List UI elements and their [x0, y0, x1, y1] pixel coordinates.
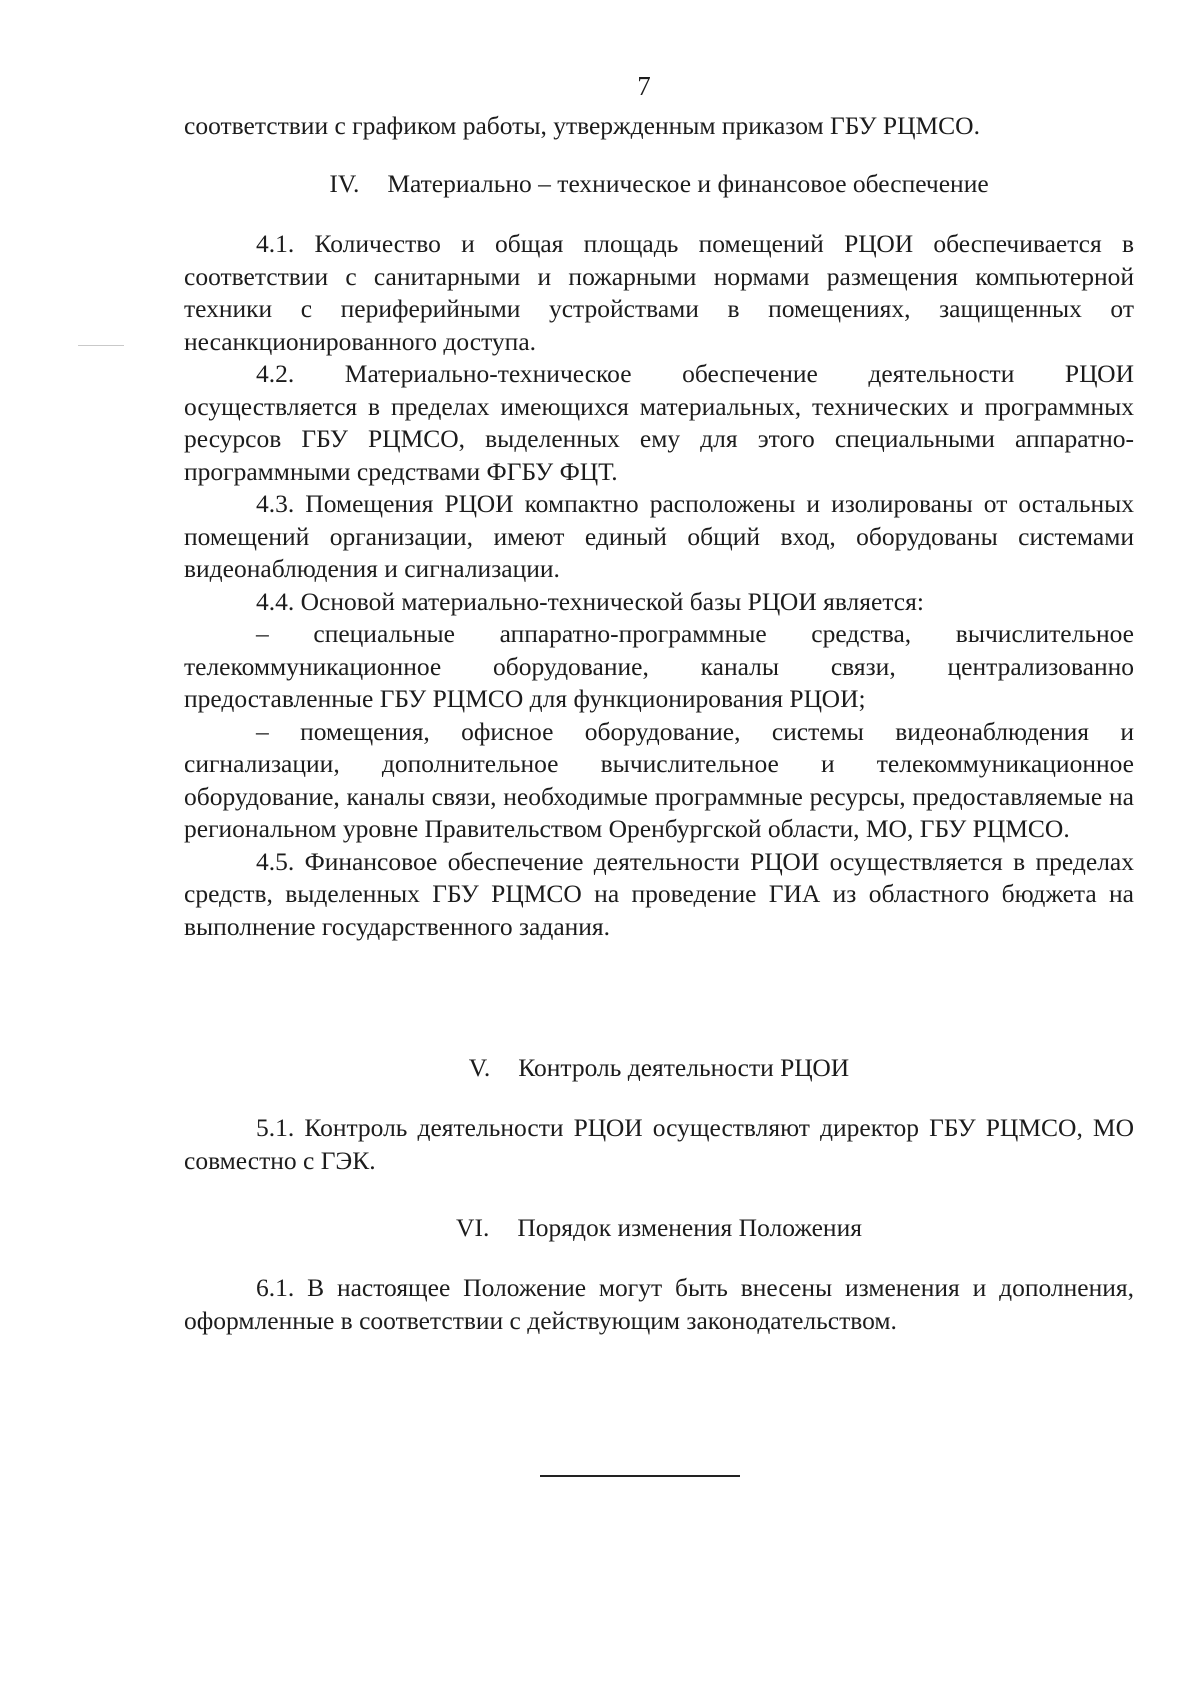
- intro-line: соответствии с графиком работы, утвержденным приказом ГБУ РЦМСО.: [184, 111, 980, 140]
- section-6-title: Порядок изменения Положения: [517, 1213, 862, 1242]
- section-5-heading: [184, 1052, 1134, 1084]
- section-4-body: [184, 228, 1134, 943]
- section-4-heading: [184, 168, 1134, 200]
- section-6-heading: [184, 1212, 1134, 1244]
- page-number: 7: [637, 71, 651, 101]
- paragraph-4-3: 4.3. Помещения РЦОИ компактно расположены и изолированы от остальных помещений организации, имеют единый общий вход, оборудованы системами видеонаблюдения и сигнализации.: [184, 489, 1134, 583]
- section-5-title: Контроль деятельности РЦОИ: [518, 1053, 850, 1082]
- section-5-number: V.: [468, 1053, 491, 1082]
- section-4-number: IV.: [329, 169, 360, 198]
- paragraph-4-1: 4.1. Количество и общая площадь помещений РЦОИ обеспечивается в соответствии с санитарными и пожарными нормами размещения компьютерной техники с периферийными устройствами в помещениях, защищенных от несанкционированного доступа.: [184, 229, 1134, 356]
- continuation-paragraph: [184, 110, 1134, 143]
- paragraph-5-1: 5.1. Контроль деятельности РЦОИ осуществляют директор ГБУ РЦМСО, МО совместно с ГЭК.: [184, 1113, 1134, 1175]
- scan-margin-mark: [78, 345, 124, 346]
- paragraph-4-2: 4.2. Материально-техническое обеспечение деятельности РЦОИ осуществляется в пределах имеющихся материальных, технических и программных ресурсов ГБУ РЦМСО, выделенных ему для этого специальными аппаратно-программными средствами ФГБУ ФЦТ.: [184, 359, 1134, 486]
- paragraph-4-5: 4.5. Финансовое обеспечение деятельности РЦОИ осуществляется в пределах средств, выделенных ГБУ РЦМСО на проведение ГИА из областного бюджета на выполнение государственного задания.: [184, 846, 1134, 941]
- section-4-title: Материально – техническое и финансовое обеспечение: [387, 169, 989, 198]
- section-5-body: [184, 1112, 1134, 1177]
- list-item-4-4-a: – специальные аппаратно-программные средства, вычислительное телекоммуникационное оборудование, каналы связи, централизованно предоставленные ГБУ РЦМСО для функционирования РЦОИ;: [184, 619, 1134, 713]
- end-of-document-rule: [540, 1475, 740, 1477]
- section-6-body: [184, 1272, 1134, 1337]
- paragraph-4-4: 4.4. Основой материально-технической базы РЦОИ является:: [256, 586, 924, 616]
- list-item-4-4-b: – помещения, офисное оборудование, системы видеонаблюдения и сигнализации, дополнительное вычислительное и телекоммуникационное оборудование, каналы связи, необходимые программные ресурсы, предоставляемые на региональном уровне Правительством Оренбургской области, МО, ГБУ РЦМСО.: [184, 716, 1134, 843]
- section-6-number: VI.: [456, 1213, 490, 1242]
- paragraph-6-1: 6.1. В настоящее Положение могут быть внесены изменения и дополнения, оформленные в соответствии с действующим законодательством.: [184, 1273, 1134, 1335]
